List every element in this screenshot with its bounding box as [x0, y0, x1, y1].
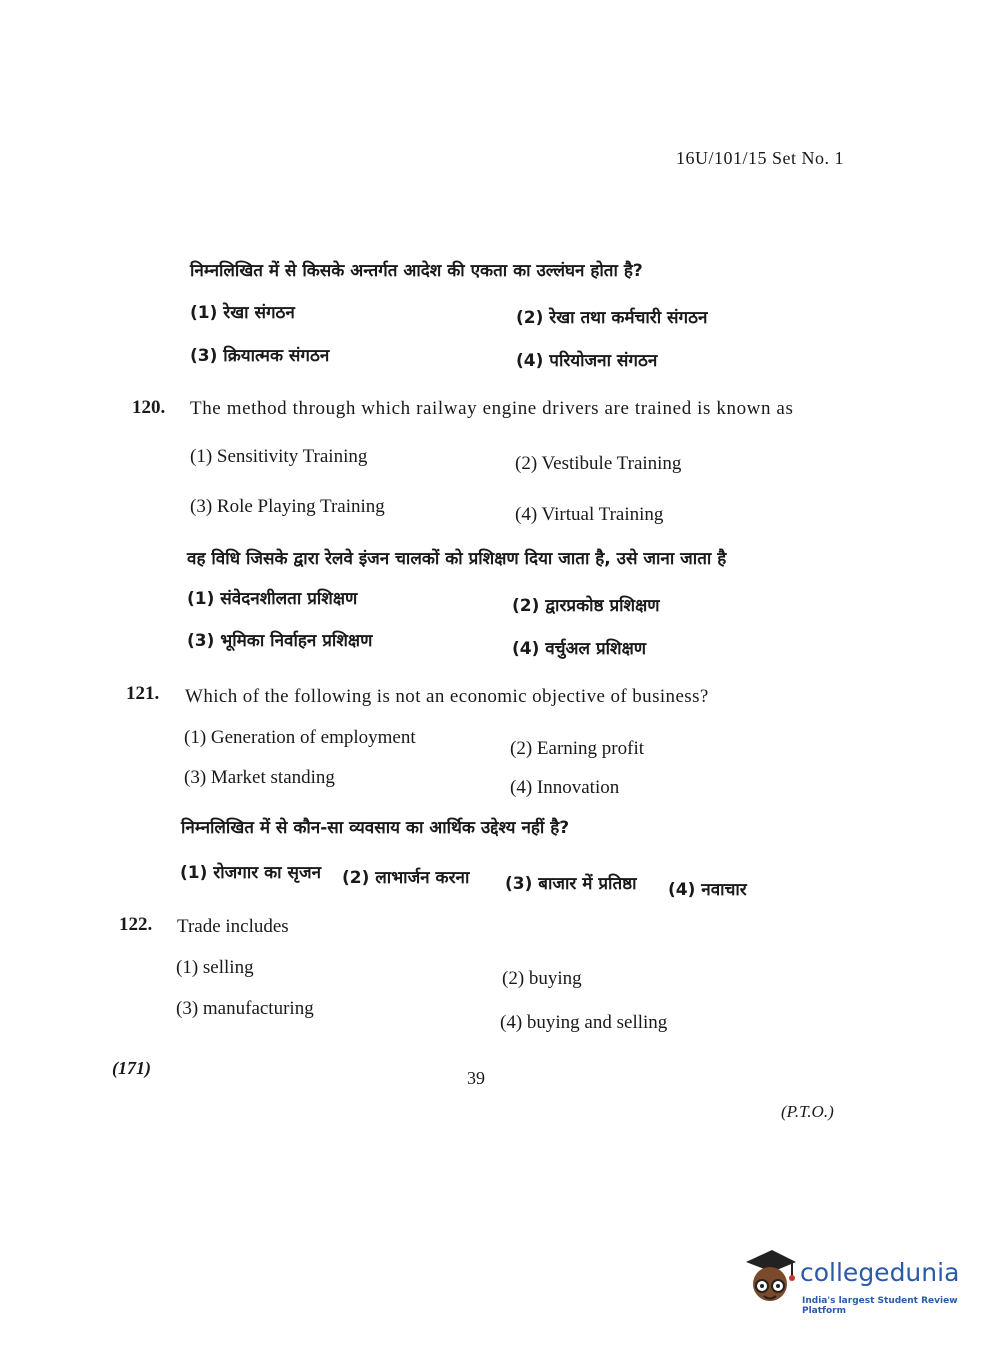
q120-hindi-question: वह विधि जिसके द्वारा रेलवे इंजन चालकों को प्रशिक्षण दिया जाता है, उसे जाना जाता है: [187, 549, 727, 569]
q119-hindi-option-1: (1) रेखा संगठन: [190, 303, 295, 323]
q122-option-4: (4) buying and selling: [500, 1012, 668, 1033]
q121-option-2: (2) Earning profit: [510, 738, 645, 759]
q121-hindi-option-4: (4) नवाचार: [668, 880, 747, 900]
q119-hindi-question: निम्नलिखित में से किसके अन्तर्गत आदेश की एकता का उल्लंघन होता है?: [190, 261, 643, 281]
set-number: 16U/101/15 Set No. 1: [676, 148, 845, 168]
logo-tagline: India's largest Student Review Platform: [802, 1296, 958, 1316]
q120-option-4: (4) Virtual Training: [515, 504, 664, 525]
q120-question: The method through which railway engine drivers are trained is known as: [190, 398, 794, 419]
q120-option-1: (1) Sensitivity Training: [190, 446, 368, 467]
collegedunia-logo: [742, 1248, 972, 1318]
q121-hindi-option-3: (3) बाजार में प्रतिष्ठा: [505, 874, 637, 894]
page-number: 39: [467, 1068, 485, 1088]
q122-number: 122.: [119, 914, 153, 935]
q120-hindi-option-3: (3) भूमिका निर्वाहन प्रशिक्षण: [187, 631, 373, 651]
q122-option-3: (3) manufacturing: [176, 998, 314, 1019]
paper-code: (171): [112, 1058, 151, 1078]
q120-hindi-option-1: (1) संवेदनशीलता प्रशिक्षण: [187, 589, 358, 609]
q121-hindi-option-1: (1) रोजगार का सृजन: [180, 863, 322, 883]
q120-number: 120.: [132, 397, 166, 418]
q120-option-3: (3) Role Playing Training: [190, 496, 385, 517]
q120-hindi-option-4: (4) वर्चुअल प्रशिक्षण: [512, 639, 647, 659]
q121-hindi-question: निम्नलिखित में से कौन-सा व्यवसाय का आर्थिक उद्देश्य नहीं है?: [181, 818, 570, 838]
q120-hindi-option-2: (2) द्वारप्रकोष्ठ प्रशिक्षण: [512, 596, 660, 616]
pto-note: (P.T.O.): [781, 1102, 834, 1121]
q121-option-3: (3) Market standing: [184, 767, 335, 788]
q121-question: Which of the following is not an economic objective of business?: [185, 686, 709, 707]
q122-option-1: (1) selling: [176, 957, 254, 978]
q121-hindi-option-2: (2) लाभार्जन करना: [342, 868, 470, 888]
q119-hindi-option-3: (3) क्रियात्मक संगठन: [190, 346, 330, 366]
q120-option-2: (2) Vestibule Training: [515, 453, 682, 474]
q119-hindi-option-2: (2) रेखा तथा कर्मचारी संगठन: [516, 308, 708, 328]
q121-option-4: (4) Innovation: [510, 777, 620, 798]
q122-question: Trade includes: [177, 916, 289, 937]
mascot-icon: [742, 1248, 798, 1310]
q122-option-2: (2) buying: [502, 968, 582, 989]
logo-wordmark: collegedunia: [800, 1258, 960, 1287]
q121-option-1: (1) Generation of employment: [184, 727, 416, 748]
q121-number: 121.: [126, 683, 160, 704]
q119-hindi-option-4: (4) परियोजना संगठन: [516, 351, 658, 371]
